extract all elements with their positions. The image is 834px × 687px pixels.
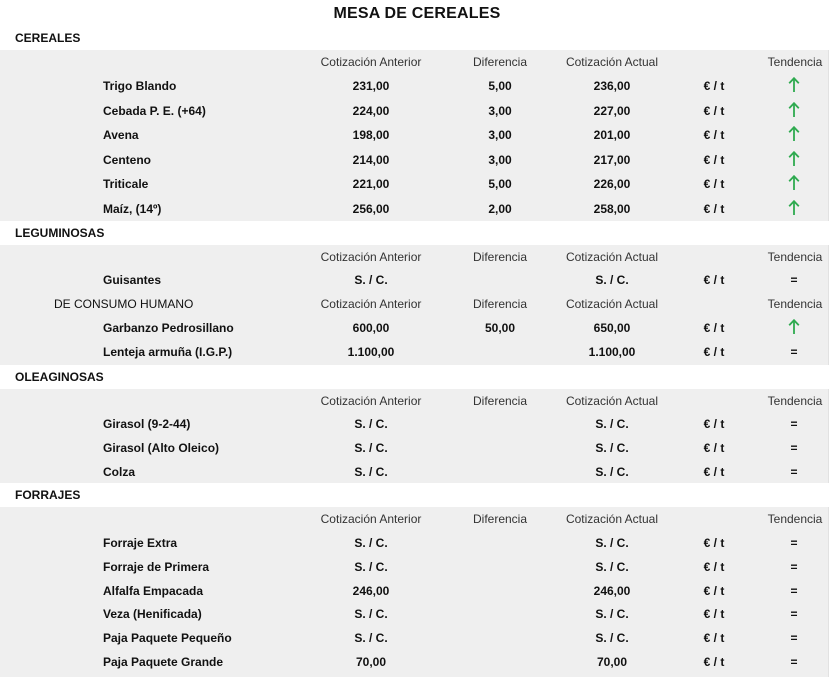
cotizacion-anterior-value: S. / C.: [354, 465, 388, 479]
cotizacion-actual-value: 236,00: [593, 79, 631, 93]
table-row: [0, 268, 828, 292]
table-row: [0, 99, 828, 123]
table-row: [0, 650, 828, 674]
section-header-forrajes: [0, 483, 834, 507]
diferencia-value: 3,00: [488, 128, 512, 142]
product-name: Lenteja armuña (I.G.P.): [103, 345, 233, 359]
trend-up-arrow-icon: [778, 123, 810, 147]
table-row: [0, 626, 828, 650]
section-body-cereales: [0, 50, 829, 221]
diferencia-value: 5,00: [488, 177, 512, 191]
col-header-cot-actual: Cotización Actual: [565, 297, 659, 311]
col-header-tendencia: Tendencia: [767, 250, 823, 264]
section-body-leguminosas: [0, 245, 829, 365]
trend-equal-label: =: [790, 273, 798, 287]
table-row: [0, 531, 828, 555]
unit-label: € / t: [703, 536, 725, 550]
trend-equal-label: =: [790, 345, 798, 359]
product-name: Guisantes: [103, 273, 162, 287]
trend-equal-icon: [778, 555, 810, 579]
product-name: Triticale: [103, 177, 149, 191]
section-body-forrajes: [0, 507, 829, 677]
cotizacion-anterior-value: 600,00: [352, 321, 390, 335]
page-title: MESA DE CEREALES: [333, 5, 501, 22]
diferencia-value: 3,00: [488, 152, 512, 167]
trend-up-arrow-icon: [778, 172, 810, 196]
section-header-cereales: [0, 26, 834, 50]
cotizacion-actual-value: S. / C.: [595, 559, 629, 574]
cotizacion-anterior-value: 70,00: [355, 655, 387, 669]
col-header-cot-actual: Cotización Actual: [565, 512, 659, 526]
cotizacion-actual-value: 70,00: [596, 655, 628, 669]
col-header-cot-anterior: Cotización Anterior: [320, 394, 422, 408]
column-header-row: [0, 245, 828, 269]
col-header-tendencia: Tendencia: [767, 297, 823, 311]
cotizacion-actual-value: S. / C.: [595, 631, 629, 646]
unit-label: € / t: [703, 583, 725, 598]
cotizacion-actual-value: 258,00: [593, 201, 631, 216]
section-header-leguminosas: [0, 221, 834, 245]
col-header-tendencia: Tendencia: [767, 55, 823, 69]
diferencia-value: 3,00: [488, 103, 512, 118]
section-label: LEGUMINOSAS: [15, 226, 105, 240]
table-row: [0, 172, 828, 196]
trend-equal-icon: [778, 531, 810, 555]
cotizacion-anterior-value: 256,00: [352, 201, 390, 216]
arrow-up-icon: [788, 77, 800, 93]
trend-up-arrow-icon: [778, 148, 810, 172]
trend-equal-label: =: [790, 536, 798, 550]
trend-equal-icon: [778, 268, 810, 292]
unit-label: € / t: [703, 201, 725, 216]
trend-up-arrow-icon: [778, 197, 810, 221]
cotizacion-actual-value: 227,00: [593, 103, 631, 118]
cotizacion-anterior-value: S. / C.: [354, 607, 388, 622]
unit-label: € / t: [703, 128, 725, 142]
cotizacion-actual-value: 226,00: [593, 177, 631, 191]
section-header-oleaginosas: [0, 365, 834, 389]
col-header-diferencia: Diferencia: [472, 297, 528, 311]
trend-equal-label: =: [790, 583, 798, 598]
col-header-tendencia: Tendencia: [767, 394, 823, 408]
col-header-cot-anterior: Cotización Anterior: [320, 250, 422, 264]
unit-label: € / t: [703, 152, 725, 167]
subsection-header-row: [0, 292, 828, 316]
table-row: [0, 436, 828, 460]
subsection-label: DE CONSUMO HUMANO: [54, 297, 194, 311]
cotizacion-anterior-value: 198,00: [352, 128, 390, 142]
cotizacion-anterior-value: 1.100,00: [347, 345, 395, 359]
col-header-cot-actual: Cotización Actual: [565, 55, 659, 69]
table-row: [0, 579, 828, 603]
col-header-cot-actual: Cotización Actual: [565, 250, 659, 264]
product-name: Avena: [103, 128, 139, 142]
product-name: Forraje Extra: [103, 536, 178, 550]
product-name: Paja Paquete Grande: [103, 655, 224, 669]
cotizacion-actual-value: 246,00: [593, 583, 631, 598]
col-header-diferencia: Diferencia: [472, 512, 528, 526]
product-name: Alfalfa Empacada: [103, 583, 204, 598]
section-label: CEREALES: [15, 31, 81, 45]
col-header-cot-anterior: Cotización Anterior: [320, 512, 422, 526]
unit-label: € / t: [703, 273, 725, 287]
trend-equal-label: =: [790, 607, 798, 622]
trend-equal-label: =: [790, 559, 798, 574]
table-row: [0, 555, 828, 579]
cotizacion-actual-value: 217,00: [593, 152, 631, 167]
trend-up-arrow-icon: [778, 74, 810, 98]
unit-label: € / t: [703, 465, 725, 479]
cotizacion-actual-value: S. / C.: [595, 465, 629, 479]
product-name: Paja Paquete Pequeño: [103, 631, 232, 646]
cotizacion-actual-value: S. / C.: [595, 273, 629, 287]
product-name: Trigo Blando: [103, 79, 177, 93]
table-row: [0, 602, 828, 626]
table-row: [0, 74, 828, 98]
cotizacion-actual-value: S. / C.: [595, 536, 629, 550]
table-row: [0, 340, 828, 364]
unit-label: € / t: [703, 631, 725, 646]
cotizacion-actual-value: 201,00: [593, 128, 631, 142]
unit-label: € / t: [703, 103, 725, 118]
arrow-up-icon: [788, 319, 800, 335]
product-name: Cebada P. E. (+64): [103, 103, 206, 118]
product-name: Garbanzo Pedrosillano: [103, 321, 234, 335]
unit-label: € / t: [703, 441, 725, 455]
unit-label: € / t: [703, 559, 725, 574]
cotizacion-anterior-value: 214,00: [352, 152, 390, 167]
cotizacion-anterior-value: S. / C.: [354, 417, 388, 431]
col-header-cot-anterior: Cotización Anterior: [320, 297, 422, 311]
trend-equal-icon: [778, 579, 810, 603]
cotizacion-actual-value: 1.100,00: [588, 345, 636, 359]
arrow-up-icon: [788, 175, 800, 191]
section-body-oleaginosas: [0, 389, 829, 483]
col-header-cot-actual: Cotización Actual: [565, 394, 659, 408]
table-row: [0, 148, 828, 172]
table-row: [0, 460, 828, 484]
arrow-up-icon: [788, 200, 800, 216]
trend-equal-icon: [778, 460, 810, 484]
product-name: Colza: [103, 465, 136, 479]
unit-label: € / t: [703, 345, 725, 359]
product-name: Girasol (9-2-44): [103, 417, 191, 431]
unit-label: € / t: [703, 655, 725, 669]
arrow-up-icon: [788, 126, 800, 142]
unit-label: € / t: [703, 417, 725, 431]
column-header-row: [0, 50, 828, 74]
col-header-cot-anterior: Cotización Anterior: [320, 55, 422, 69]
cotizacion-actual-value: S. / C.: [595, 607, 629, 622]
trend-equal-icon: [778, 436, 810, 460]
col-header-diferencia: Diferencia: [472, 250, 528, 264]
cotizacion-anterior-value: S. / C.: [354, 559, 388, 574]
table-row: [0, 123, 828, 147]
trend-equal-label: =: [790, 465, 798, 479]
cotizacion-actual-value: S. / C.: [595, 441, 629, 455]
trend-equal-label: =: [790, 417, 798, 431]
cotizacion-actual-value: 650,00: [593, 321, 631, 335]
section-label: OLEAGINOSAS: [15, 370, 104, 384]
col-header-diferencia: Diferencia: [472, 394, 528, 408]
cotizacion-anterior-value: 246,00: [352, 583, 390, 598]
unit-label: € / t: [703, 321, 725, 335]
unit-label: € / t: [703, 79, 725, 93]
diferencia-value: 50,00: [484, 321, 516, 335]
cotizacion-anterior-value: 221,00: [352, 177, 390, 191]
trend-equal-icon: [778, 650, 810, 674]
unit-label: € / t: [703, 177, 725, 191]
product-name: Maíz, (14º): [103, 201, 162, 216]
product-name: Forraje de Primera: [103, 559, 210, 574]
diferencia-value: 5,00: [488, 79, 512, 93]
table-row: [0, 197, 828, 221]
cotizacion-anterior-value: 231,00: [352, 79, 390, 93]
column-header-row: [0, 389, 828, 413]
trend-equal-icon: [778, 602, 810, 626]
trend-equal-icon: [778, 412, 810, 436]
product-name: Girasol (Alto Oleico): [103, 441, 220, 455]
cotizacion-anterior-value: S. / C.: [354, 631, 388, 646]
cotizacion-anterior-value: S. / C.: [354, 441, 388, 455]
cotizacion-anterior-value: S. / C.: [354, 273, 388, 287]
cotizacion-anterior-value: S. / C.: [354, 536, 388, 550]
trend-up-arrow-icon: [778, 316, 810, 340]
trend-up-arrow-icon: [778, 99, 810, 123]
trend-equal-label: =: [790, 655, 798, 669]
column-header-row: [0, 507, 828, 531]
diferencia-value: 2,00: [488, 201, 512, 216]
trend-equal-label: =: [790, 441, 798, 455]
product-name: Veza (Henificada): [103, 607, 202, 622]
table-row: [0, 316, 828, 340]
cotizacion-anterior-value: 224,00: [352, 103, 390, 118]
col-header-tendencia: Tendencia: [767, 512, 823, 526]
trend-equal-icon: [778, 626, 810, 650]
cotizacion-actual-value: S. / C.: [595, 417, 629, 431]
trend-equal-label: =: [790, 631, 798, 646]
section-label: FORRAJES: [15, 488, 81, 502]
arrow-up-icon: [788, 151, 800, 167]
unit-label: € / t: [703, 607, 725, 622]
trend-equal-icon: [778, 340, 810, 364]
product-name: Centeno: [103, 152, 151, 167]
table-row: [0, 412, 828, 436]
arrow-up-icon: [788, 102, 800, 118]
col-header-diferencia: Diferencia: [472, 55, 528, 69]
